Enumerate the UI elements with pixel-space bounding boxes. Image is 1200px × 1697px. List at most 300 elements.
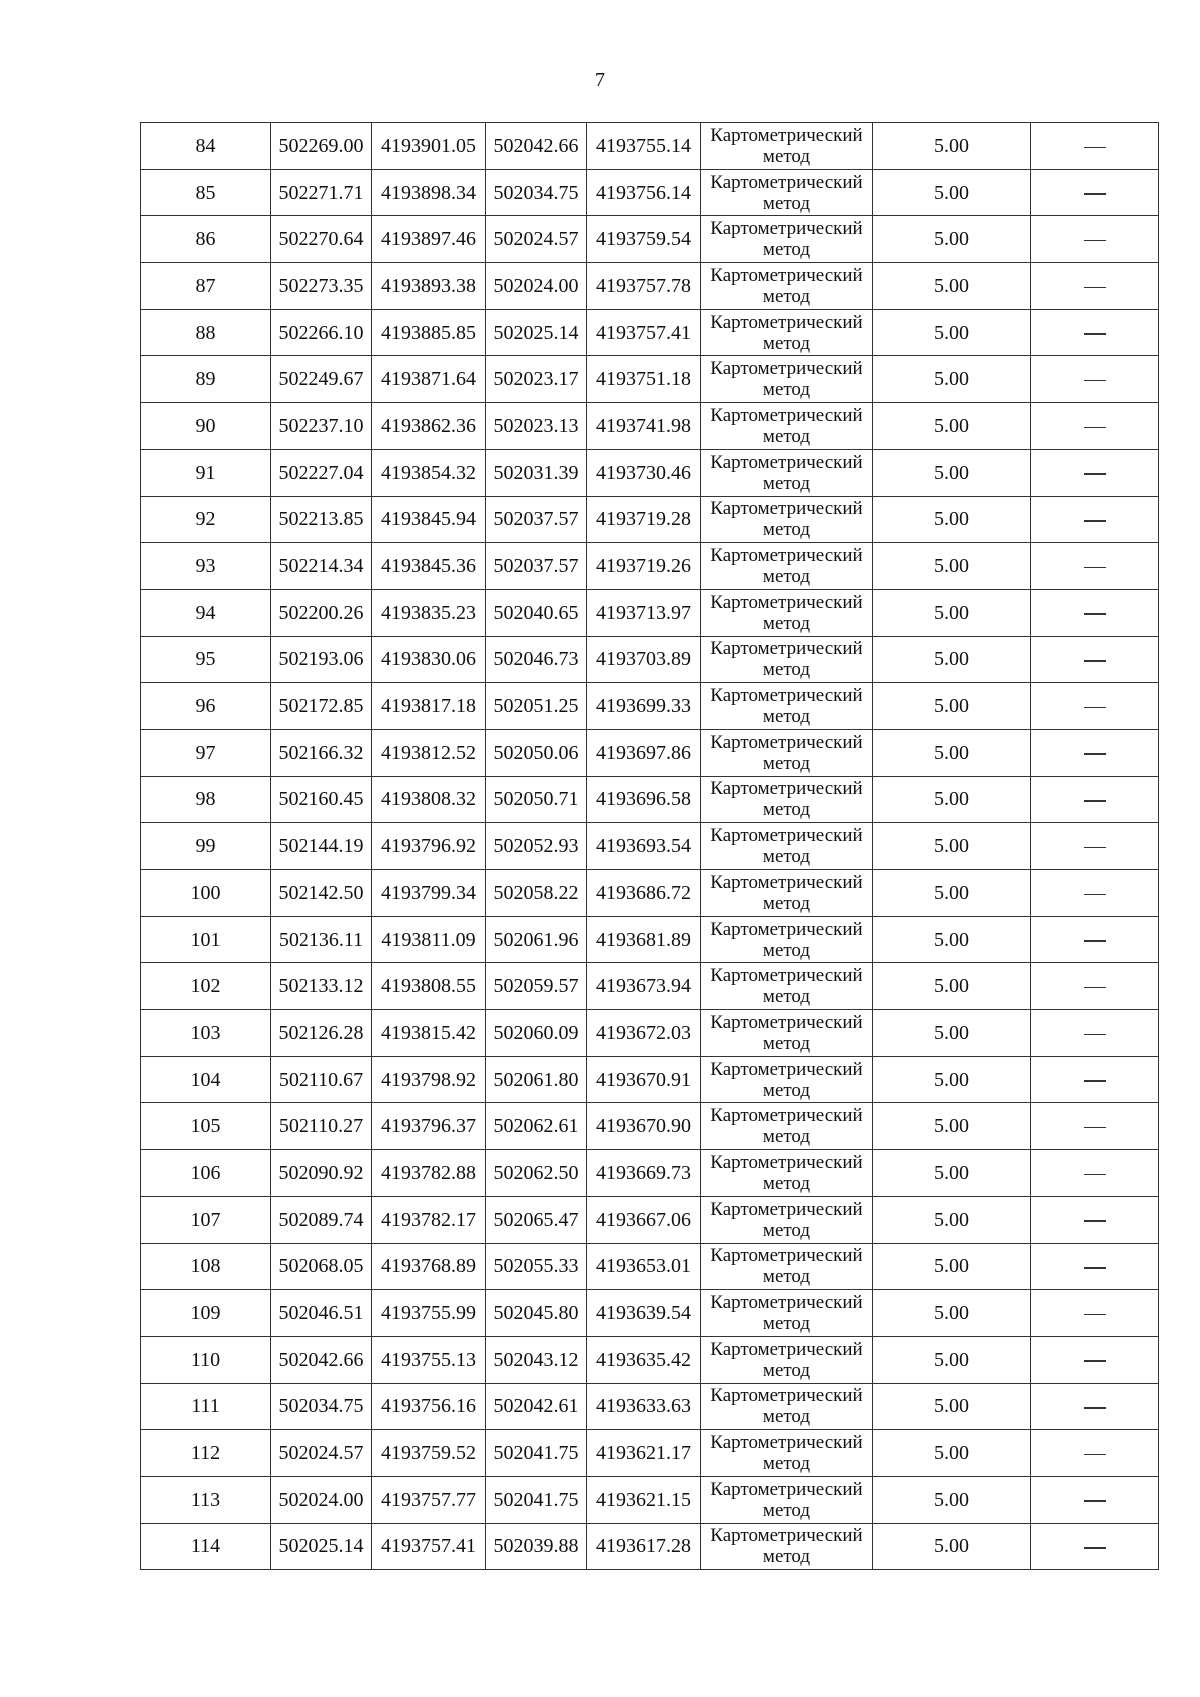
dash-mark [1084, 147, 1106, 149]
accuracy-cell: 5.00 [873, 589, 1031, 636]
method-line1: Картометрический [710, 1385, 863, 1407]
y-coordinate-cell: 4193782.88 [372, 1150, 486, 1197]
y-coordinate-cell: 4193696.58 [587, 776, 701, 823]
accuracy-cell: 5.00 [873, 776, 1031, 823]
empty-value-cell [1031, 263, 1159, 310]
method-line1: Картометрический [710, 1105, 863, 1127]
accuracy-cell: 5.00 [873, 916, 1031, 963]
y-coordinate-cell: 4193713.97 [587, 589, 701, 636]
dash-mark [1084, 1547, 1106, 1549]
table-body [141, 123, 1159, 1570]
method-line1: Картометрический [710, 451, 863, 473]
point-number-cell: 98 [141, 776, 271, 823]
x-coordinate-cell: 502110.67 [271, 1056, 372, 1103]
accuracy-cell: 5.00 [873, 1523, 1031, 1570]
accuracy-cell: 5.00 [873, 1243, 1031, 1290]
accuracy-cell: 5.00 [873, 1056, 1031, 1103]
point-number-cell: 111 [141, 1383, 271, 1430]
dash-mark [1084, 1360, 1106, 1362]
x-coordinate-cell: 502060.09 [486, 1010, 587, 1057]
coordinates-table [140, 122, 1159, 1570]
x-coordinate-cell: 502062.50 [486, 1150, 587, 1197]
y-coordinate-cell: 4193693.54 [587, 823, 701, 870]
accuracy-cell: 5.00 [873, 823, 1031, 870]
table-row [141, 1290, 1159, 1337]
table-row [141, 1010, 1159, 1057]
method-line1: Картометрический [710, 404, 863, 426]
method-line2: метод [762, 1079, 811, 1101]
method-line1: Картометрический [710, 498, 863, 520]
method-line2: метод [762, 1453, 811, 1475]
dash-mark [1084, 660, 1106, 662]
dash-mark [1084, 707, 1106, 709]
method-cell [701, 169, 873, 216]
point-number-cell: 92 [141, 496, 271, 543]
empty-value-cell [1031, 589, 1159, 636]
accuracy-cell: 5.00 [873, 169, 1031, 216]
method-line1: Картометрический [710, 264, 863, 286]
method-line2: метод [762, 1126, 811, 1148]
y-coordinate-cell: 4193796.92 [372, 823, 486, 870]
method-line2: метод [762, 379, 811, 401]
method-line1: Картометрический [710, 218, 863, 240]
empty-value-cell [1031, 1476, 1159, 1523]
x-coordinate-cell: 502269.00 [271, 123, 372, 170]
table-row [141, 636, 1159, 683]
method-cell [701, 496, 873, 543]
table-row [141, 729, 1159, 776]
table-row [141, 683, 1159, 730]
method-line1: Картометрический [710, 1198, 863, 1220]
y-coordinate-cell: 4193756.16 [372, 1383, 486, 1430]
method-cell [701, 1383, 873, 1430]
x-coordinate-cell: 502227.04 [271, 449, 372, 496]
x-coordinate-cell: 502237.10 [271, 403, 372, 450]
empty-value-cell [1031, 823, 1159, 870]
y-coordinate-cell: 4193719.28 [587, 496, 701, 543]
method-line2: метод [762, 239, 811, 261]
empty-value-cell [1031, 1290, 1159, 1337]
dash-mark [1084, 753, 1106, 755]
empty-value-cell [1031, 1196, 1159, 1243]
x-coordinate-cell: 502043.12 [486, 1336, 587, 1383]
table-row [141, 449, 1159, 496]
y-coordinate-cell: 4193635.42 [587, 1336, 701, 1383]
method-line2: метод [762, 1406, 811, 1428]
method-cell [701, 1103, 873, 1150]
accuracy-cell: 5.00 [873, 963, 1031, 1010]
empty-value-cell [1031, 1056, 1159, 1103]
method-cell [701, 636, 873, 683]
accuracy-cell: 5.00 [873, 356, 1031, 403]
y-coordinate-cell: 4193755.13 [372, 1336, 486, 1383]
point-number-cell: 84 [141, 123, 271, 170]
x-coordinate-cell: 502193.06 [271, 636, 372, 683]
method-line1: Картометрический [710, 1292, 863, 1314]
y-coordinate-cell: 4193897.46 [372, 216, 486, 263]
y-coordinate-cell: 4193796.37 [372, 1103, 486, 1150]
x-coordinate-cell: 502034.75 [486, 169, 587, 216]
y-coordinate-cell: 4193893.38 [372, 263, 486, 310]
method-line1: Картометрический [710, 1058, 863, 1080]
x-coordinate-cell: 502046.73 [486, 636, 587, 683]
method-cell [701, 916, 873, 963]
x-coordinate-cell: 502200.26 [271, 589, 372, 636]
y-coordinate-cell: 4193633.63 [587, 1383, 701, 1430]
y-coordinate-cell: 4193811.09 [372, 916, 486, 963]
x-coordinate-cell: 502042.66 [486, 123, 587, 170]
method-line1: Картометрический [710, 918, 863, 940]
y-coordinate-cell: 4193845.94 [372, 496, 486, 543]
table-row [141, 1150, 1159, 1197]
empty-value-cell [1031, 683, 1159, 730]
method-line2: метод [762, 799, 811, 821]
dash-mark [1084, 380, 1106, 382]
x-coordinate-cell: 502046.51 [271, 1290, 372, 1337]
method-line2: метод [762, 612, 811, 634]
table-row [141, 263, 1159, 310]
point-number-cell: 99 [141, 823, 271, 870]
y-coordinate-cell: 4193898.34 [372, 169, 486, 216]
method-cell [701, 263, 873, 310]
accuracy-cell: 5.00 [873, 636, 1031, 683]
x-coordinate-cell: 502037.57 [486, 496, 587, 543]
y-coordinate-cell: 4193815.42 [372, 1010, 486, 1057]
dash-mark [1084, 240, 1106, 242]
y-coordinate-cell: 4193755.14 [587, 123, 701, 170]
x-coordinate-cell: 502023.13 [486, 403, 587, 450]
method-cell [701, 1430, 873, 1477]
method-cell [701, 1010, 873, 1057]
point-number-cell: 112 [141, 1430, 271, 1477]
method-line1: Картометрический [710, 124, 863, 146]
table-row [141, 356, 1159, 403]
x-coordinate-cell: 502023.17 [486, 356, 587, 403]
method-line2: метод [762, 1266, 811, 1288]
x-coordinate-cell: 502061.80 [486, 1056, 587, 1103]
method-line2: метод [762, 425, 811, 447]
x-coordinate-cell: 502133.12 [271, 963, 372, 1010]
x-coordinate-cell: 502041.75 [486, 1430, 587, 1477]
x-coordinate-cell: 502249.67 [271, 356, 372, 403]
method-line1: Картометрический [710, 1478, 863, 1500]
x-coordinate-cell: 502055.33 [486, 1243, 587, 1290]
method-line2: метод [762, 939, 811, 961]
point-number-cell: 95 [141, 636, 271, 683]
method-line2: метод [762, 1359, 811, 1381]
x-coordinate-cell: 502065.47 [486, 1196, 587, 1243]
empty-value-cell [1031, 169, 1159, 216]
table-row [141, 916, 1159, 963]
y-coordinate-cell: 4193901.05 [372, 123, 486, 170]
dash-mark [1084, 1034, 1106, 1036]
empty-value-cell [1031, 1383, 1159, 1430]
y-coordinate-cell: 4193845.36 [372, 543, 486, 590]
accuracy-cell: 5.00 [873, 496, 1031, 543]
method-line2: метод [762, 285, 811, 307]
dash-mark [1084, 847, 1106, 849]
accuracy-cell: 5.00 [873, 1010, 1031, 1057]
y-coordinate-cell: 4193697.86 [587, 729, 701, 776]
x-coordinate-cell: 502034.75 [271, 1383, 372, 1430]
method-cell [701, 1290, 873, 1337]
y-coordinate-cell: 4193670.91 [587, 1056, 701, 1103]
point-number-cell: 90 [141, 403, 271, 450]
empty-value-cell [1031, 1336, 1159, 1383]
method-line1: Картометрический [710, 1432, 863, 1454]
dash-mark [1084, 1314, 1106, 1316]
method-cell [701, 683, 873, 730]
y-coordinate-cell: 4193617.28 [587, 1523, 701, 1570]
method-cell [701, 729, 873, 776]
table-row [141, 963, 1159, 1010]
point-number-cell: 86 [141, 216, 271, 263]
accuracy-cell: 5.00 [873, 216, 1031, 263]
dash-mark [1084, 1174, 1106, 1176]
x-coordinate-cell: 502090.92 [271, 1150, 372, 1197]
empty-value-cell [1031, 1150, 1159, 1197]
method-line1: Картометрический [710, 1245, 863, 1267]
x-coordinate-cell: 502025.14 [271, 1523, 372, 1570]
point-number-cell: 100 [141, 870, 271, 917]
point-number-cell: 101 [141, 916, 271, 963]
method-line1: Картометрический [710, 311, 863, 333]
accuracy-cell: 5.00 [873, 543, 1031, 590]
y-coordinate-cell: 4193757.77 [372, 1476, 486, 1523]
dash-mark [1084, 333, 1106, 335]
empty-value-cell [1031, 403, 1159, 450]
x-coordinate-cell: 502024.57 [271, 1430, 372, 1477]
dash-mark [1084, 193, 1106, 195]
y-coordinate-cell: 4193757.41 [587, 309, 701, 356]
y-coordinate-cell: 4193703.89 [587, 636, 701, 683]
empty-value-cell [1031, 916, 1159, 963]
dash-mark [1084, 427, 1106, 429]
y-coordinate-cell: 4193670.90 [587, 1103, 701, 1150]
method-line1: Картометрический [710, 638, 863, 660]
point-number-cell: 110 [141, 1336, 271, 1383]
y-coordinate-cell: 4193799.34 [372, 870, 486, 917]
method-line1: Картометрический [710, 825, 863, 847]
table-row [141, 216, 1159, 263]
empty-value-cell [1031, 1523, 1159, 1570]
x-coordinate-cell: 502050.71 [486, 776, 587, 823]
method-line2: метод [762, 1172, 811, 1194]
empty-value-cell [1031, 729, 1159, 776]
accuracy-cell: 5.00 [873, 309, 1031, 356]
method-line2: метод [762, 1313, 811, 1335]
method-line2: метод [762, 519, 811, 541]
method-cell [701, 543, 873, 590]
dash-mark [1084, 1220, 1106, 1222]
y-coordinate-cell: 4193669.73 [587, 1150, 701, 1197]
method-line1: Картометрический [710, 1525, 863, 1547]
table-row [141, 1383, 1159, 1430]
point-number-cell: 102 [141, 963, 271, 1010]
y-coordinate-cell: 4193798.92 [372, 1056, 486, 1103]
accuracy-cell: 5.00 [873, 1430, 1031, 1477]
accuracy-cell: 5.00 [873, 1103, 1031, 1150]
point-number-cell: 109 [141, 1290, 271, 1337]
accuracy-cell: 5.00 [873, 123, 1031, 170]
point-number-cell: 93 [141, 543, 271, 590]
method-line1: Картометрический [710, 591, 863, 613]
method-line2: метод [762, 986, 811, 1008]
method-cell [701, 776, 873, 823]
x-coordinate-cell: 502024.00 [486, 263, 587, 310]
method-line1: Картометрический [710, 1151, 863, 1173]
table-row [141, 169, 1159, 216]
empty-value-cell [1031, 543, 1159, 590]
empty-value-cell [1031, 1103, 1159, 1150]
empty-value-cell [1031, 636, 1159, 683]
table-row [141, 309, 1159, 356]
accuracy-cell: 5.00 [873, 729, 1031, 776]
dash-mark [1084, 800, 1106, 802]
dash-mark [1084, 987, 1106, 989]
table-row [141, 1523, 1159, 1570]
accuracy-cell: 5.00 [873, 449, 1031, 496]
y-coordinate-cell: 4193768.89 [372, 1243, 486, 1290]
method-line2: метод [762, 472, 811, 494]
x-coordinate-cell: 502050.06 [486, 729, 587, 776]
point-number-cell: 97 [141, 729, 271, 776]
method-line2: метод [762, 659, 811, 681]
point-number-cell: 94 [141, 589, 271, 636]
x-coordinate-cell: 502214.34 [271, 543, 372, 590]
table-row [141, 1336, 1159, 1383]
method-line1: Картометрический [710, 731, 863, 753]
method-line2: метод [762, 566, 811, 588]
method-line2: метод [762, 192, 811, 214]
dash-mark [1084, 287, 1106, 289]
empty-value-cell [1031, 496, 1159, 543]
point-number-cell: 91 [141, 449, 271, 496]
y-coordinate-cell: 4193808.55 [372, 963, 486, 1010]
point-number-cell: 114 [141, 1523, 271, 1570]
x-coordinate-cell: 502062.61 [486, 1103, 587, 1150]
method-cell [701, 356, 873, 403]
y-coordinate-cell: 4193759.52 [372, 1430, 486, 1477]
y-coordinate-cell: 4193751.18 [587, 356, 701, 403]
empty-value-cell [1031, 1243, 1159, 1290]
point-number-cell: 103 [141, 1010, 271, 1057]
table-row [141, 1056, 1159, 1103]
y-coordinate-cell: 4193756.14 [587, 169, 701, 216]
empty-value-cell [1031, 309, 1159, 356]
x-coordinate-cell: 502089.74 [271, 1196, 372, 1243]
method-line1: Картометрический [710, 685, 863, 707]
accuracy-cell: 5.00 [873, 263, 1031, 310]
table-row [141, 870, 1159, 917]
table-row [141, 496, 1159, 543]
point-number-cell: 107 [141, 1196, 271, 1243]
dash-mark [1084, 940, 1106, 942]
table-row [141, 1476, 1159, 1523]
accuracy-cell: 5.00 [873, 683, 1031, 730]
method-cell [701, 1196, 873, 1243]
table-row [141, 403, 1159, 450]
dash-mark [1084, 1407, 1106, 1409]
y-coordinate-cell: 4193862.36 [372, 403, 486, 450]
x-coordinate-cell: 502271.71 [271, 169, 372, 216]
y-coordinate-cell: 4193667.06 [587, 1196, 701, 1243]
y-coordinate-cell: 4193672.03 [587, 1010, 701, 1057]
x-coordinate-cell: 502110.27 [271, 1103, 372, 1150]
x-coordinate-cell: 502136.11 [271, 916, 372, 963]
x-coordinate-cell: 502052.93 [486, 823, 587, 870]
point-number-cell: 96 [141, 683, 271, 730]
table-row [141, 1430, 1159, 1477]
x-coordinate-cell: 502025.14 [486, 309, 587, 356]
method-line1: Картометрический [710, 871, 863, 893]
x-coordinate-cell: 502068.05 [271, 1243, 372, 1290]
method-cell [701, 1056, 873, 1103]
dash-mark [1084, 520, 1106, 522]
table-row [141, 589, 1159, 636]
table-row [141, 123, 1159, 170]
dash-mark [1084, 1127, 1106, 1129]
method-line1: Картометрический [710, 545, 863, 567]
method-line2: метод [762, 1499, 811, 1521]
method-line1: Картометрический [710, 1338, 863, 1360]
method-line1: Картометрический [710, 358, 863, 380]
method-cell [701, 449, 873, 496]
method-cell [701, 1336, 873, 1383]
y-coordinate-cell: 4193755.99 [372, 1290, 486, 1337]
method-line1: Картометрический [710, 965, 863, 987]
method-line2: метод [762, 1546, 811, 1568]
method-line2: метод [762, 1219, 811, 1241]
method-cell [701, 823, 873, 870]
method-line2: метод [762, 706, 811, 728]
method-cell [701, 1476, 873, 1523]
x-coordinate-cell: 502042.61 [486, 1383, 587, 1430]
point-number-cell: 105 [141, 1103, 271, 1150]
y-coordinate-cell: 4193885.85 [372, 309, 486, 356]
x-coordinate-cell: 502058.22 [486, 870, 587, 917]
accuracy-cell: 5.00 [873, 1290, 1031, 1337]
method-line2: метод [762, 846, 811, 868]
accuracy-cell: 5.00 [873, 1383, 1031, 1430]
method-cell [701, 963, 873, 1010]
method-line1: Картометрический [710, 1011, 863, 1033]
dash-mark [1084, 894, 1106, 896]
method-cell [701, 403, 873, 450]
x-coordinate-cell: 502213.85 [271, 496, 372, 543]
y-coordinate-cell: 4193681.89 [587, 916, 701, 963]
y-coordinate-cell: 4193653.01 [587, 1243, 701, 1290]
method-line1: Картометрический [710, 778, 863, 800]
y-coordinate-cell: 4193817.18 [372, 683, 486, 730]
method-cell [701, 1243, 873, 1290]
x-coordinate-cell: 502031.39 [486, 449, 587, 496]
empty-value-cell [1031, 123, 1159, 170]
table-row [141, 1103, 1159, 1150]
x-coordinate-cell: 502172.85 [271, 683, 372, 730]
y-coordinate-cell: 4193835.23 [372, 589, 486, 636]
x-coordinate-cell: 502142.50 [271, 870, 372, 917]
y-coordinate-cell: 4193808.32 [372, 776, 486, 823]
method-cell [701, 123, 873, 170]
empty-value-cell [1031, 449, 1159, 496]
point-number-cell: 106 [141, 1150, 271, 1197]
dash-mark [1084, 1267, 1106, 1269]
y-coordinate-cell: 4193621.15 [587, 1476, 701, 1523]
y-coordinate-cell: 4193686.72 [587, 870, 701, 917]
dash-mark [1084, 1080, 1106, 1082]
dash-mark [1084, 613, 1106, 615]
